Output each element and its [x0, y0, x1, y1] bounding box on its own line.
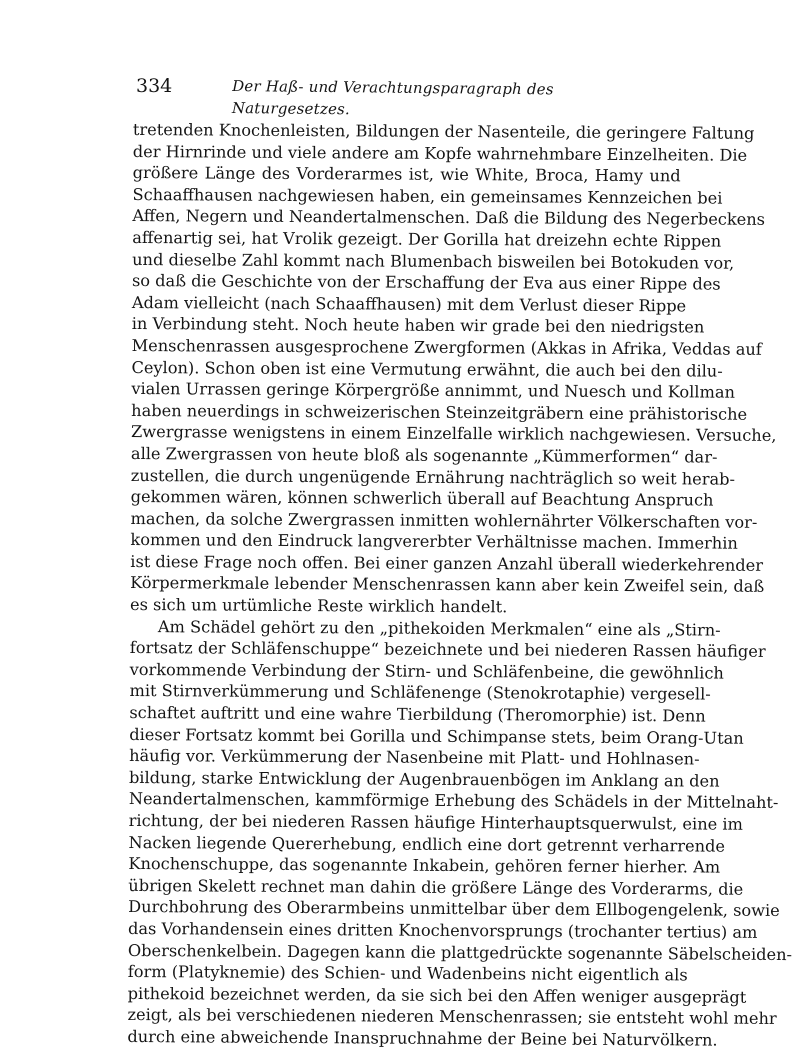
text-line: alle Zwergrassen von heute bloß als sogenannte „Kümmerformen“ dar- — [130, 443, 718, 467]
body-text — [127, 119, 793, 1051]
text-line: richtung, der bei niederen Rassen häufige Hinterhauptsquerwulst, eine im — [128, 810, 743, 834]
text-line: fortsatz der Schläfenschuppe“ bezeichnete und bei niederen Rassen häufiger — [129, 638, 766, 662]
text-line: zeigt, als bei verschiedenen niederen Menschenrassen; sie entsteht wohl mehr — [127, 1005, 777, 1029]
text-line: so daß die Geschichte von der Erschaffung der Eva aus einer Rippe des — [131, 271, 721, 294]
page-number: 334 — [136, 75, 173, 97]
text-line: Ceylon). Schon oben ist eine Vermutung erwähnt, die auch bei den dilu- — [131, 357, 723, 381]
paragraph-end-line: es sich um urtümliche Reste wirklich handelt. — [129, 595, 508, 617]
paragraph-start-line: Am Schädel gehört zu den „pithekoiden Merkmalen“ eine als „Stirn- — [157, 616, 721, 640]
text-line: Zwergrasse wenigstens in einem Einzelfalle wirklich nachgewiesen. Versuche, — [131, 422, 777, 446]
text-line: Oberschenkelbein. Dagegen kann die plattgedrückte sogenannte Säbelscheiden- — [127, 940, 793, 964]
text-line: Knochenschuppe, das sogenannte Inkabein, gehören ferner hierher. Am — [128, 854, 721, 877]
text-line: Adam vielleicht (nach Schaaffhausen) mit dem Verlust dieser Rippe — [131, 292, 687, 316]
text-line: das Vorhandensein eines dritten Knochenvorsprungs (trochanter tertius) am — [127, 918, 758, 942]
text-line: der Hirnrinde und viele andere am Kopfe wahrnehmbare Einzelheiten. Die — [132, 141, 748, 165]
text-line: häufig vor. Verkümmerung der Nasenbeine mit Platt- und Hohlnasen- — [129, 746, 700, 769]
page-header — [136, 74, 676, 119]
text-line: ist diese Frage noch offen. Bei einer ganzen Anzahl überall wiederkehrender — [130, 551, 764, 575]
text-line: pithekoid bezeichnet werden, da sie sich bei den Affen weniger ausgeprägt — [127, 983, 747, 1007]
text-line: haben neuerdings in schweizerischen Steinzeitgräbern eine prähistorische — [131, 400, 748, 424]
running-head: Der Haß- und Verachtungsparagraph des Naturgesetzes. — [231, 77, 554, 119]
text-line: schaftet auftritt und eine wahre Tierbildung (Theromorphie) ist. Denn — [129, 703, 706, 726]
text-line: tretenden Knochenleisten, Bildungen der Nasenteile, die geringere Faltung — [132, 119, 755, 143]
text-line: und dieselbe Zahl kommt nach Blumenbach bisweilen bei Botokuden vor, — [132, 249, 735, 273]
text-line: Neandertalmenschen, kammförmige Erhebung des Schädels in der Mittelnaht- — [128, 789, 779, 813]
text-line: Nacken liegende Quererhebung, endlich eine dort getrennt verharrende — [128, 832, 726, 856]
text-line: Menschenrassen ausgesprochene Zwergformen (Akkas in Afrika, Veddas auf — [131, 335, 762, 359]
text-line: bildung, starke Entwicklung der Augenbrauenbögen im Anklang an den — [128, 767, 720, 791]
text-line: dieser Fortsatz kommt bei Gorilla und Schimpanse stets, beim Orang-Utan — [129, 724, 744, 748]
text-line: mit Stirnverkümmerung und Schläfenenge (Stenokrotaphie) vergesell- — [129, 681, 711, 704]
text-line: Schaaffhausen nachgewiesen haben, ein gemeinsames Kennzeichen bei — [132, 184, 723, 208]
text-line: vorkommende Verbindung der Stirn- und Schläfenbeine, die gewöhnlich — [129, 659, 724, 683]
text-line: kommen und den Eindruck langvererbter Verhältnisse machen. Immerhin — [130, 530, 738, 553]
text-line: affenartig sei, hat Vrolik gezeigt. Der Gorilla hat dreizehn echte Rippen — [132, 227, 722, 251]
text-line: in Verbindung steht. Noch heute haben wir grade bei den niedrigsten — [131, 314, 705, 337]
text-line: machen, da solche Zwergrassen inmitten wohlernährter Völkerschaften vor- — [130, 508, 758, 532]
text-line: übrigen Skelett rechnet man dahin die größere Länge des Vorderarms, die — [128, 875, 744, 899]
text-line: Durchbohrung des Oberarmbeins unmittelbar über dem Ellbogengelenk, sowie — [128, 897, 780, 921]
text-line: vialen Urrassen geringe Körpergröße annimmt, und Nuesch und Kollman — [131, 379, 736, 402]
text-line: Körpermerkmale lebender Menschenrassen kann aber kein Zweifel sein, daß — [130, 573, 765, 597]
paragraph-end-line: durch eine abweichende Inanspruchnahme der Beine bei Naturvölkern. — [127, 1026, 718, 1050]
text-line: form (Platyknemie) des Schien- und Wadenbeins nicht eigentlich als — [127, 962, 688, 985]
text-line: Affen, Negern und Neandertalmenschen. Daß die Bildung des Negerbeckens — [132, 206, 766, 230]
text-line: gekommen wären, können schwerlich überall auf Beachtung Anspruch — [130, 487, 714, 510]
text-line: größere Länge des Vorderarmes ist, wie White, Broca, Hamy und — [132, 163, 681, 186]
text-line: zustellen, die durch ungenügende Ernährung nachträglich so weit herab- — [130, 465, 736, 489]
